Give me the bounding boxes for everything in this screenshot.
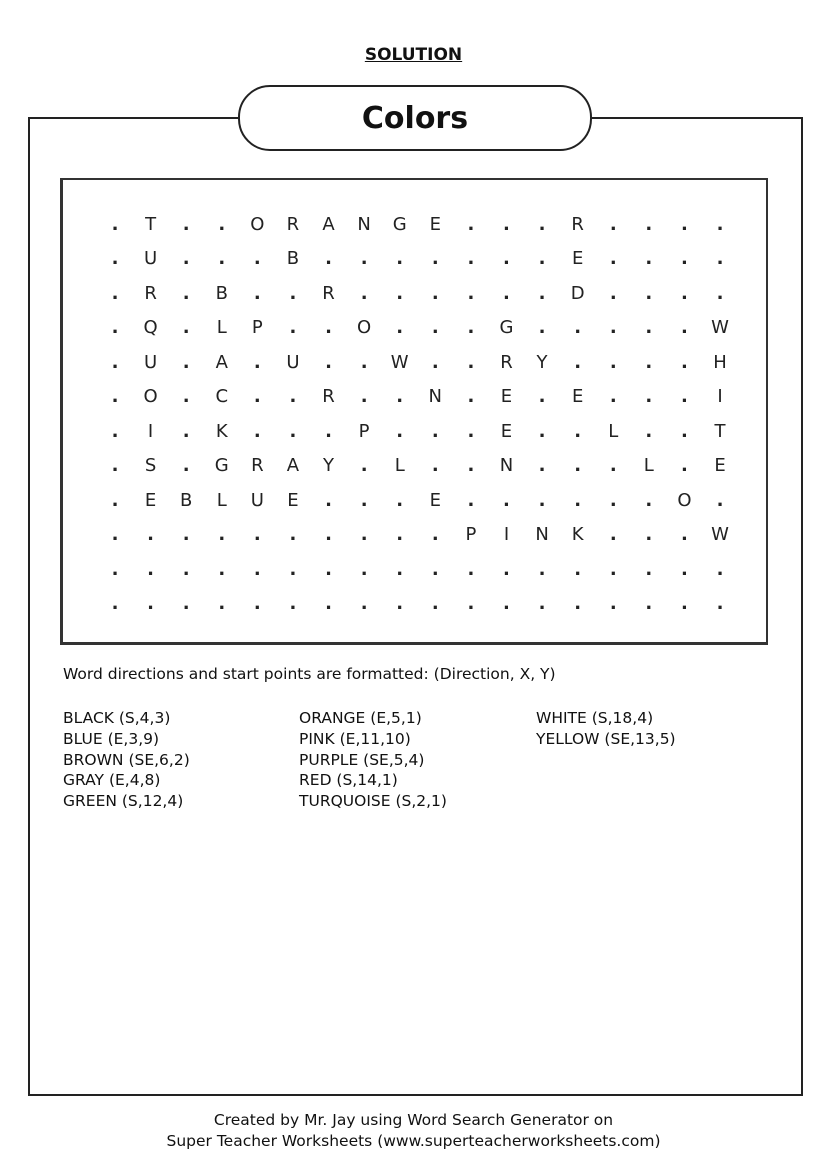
grid-cell-letter: U <box>143 248 158 270</box>
solution-label: SOLUTION <box>364 45 463 65</box>
grid-cell-empty: . <box>574 455 582 477</box>
grid-cell-empty: . <box>467 282 475 304</box>
grid-cell-empty: . <box>467 593 475 614</box>
grid-cell-empty: . <box>680 524 688 546</box>
grid-cell-empty: . <box>253 593 261 614</box>
grid-cell-empty: . <box>111 351 119 373</box>
grid-cell-empty: . <box>503 214 510 235</box>
grid-cell-letter: P <box>465 524 477 546</box>
grid-cell-empty: . <box>431 455 439 477</box>
grid-cell-empty: . <box>182 248 190 270</box>
grid-cell-empty: . <box>253 351 261 373</box>
grid-cell-letter: G <box>499 317 514 339</box>
grid-cell-empty: . <box>609 282 617 304</box>
grid-cell-empty: . <box>538 420 546 442</box>
grid-cell-empty: . <box>218 248 226 270</box>
grid-cell-empty: . <box>289 593 297 614</box>
grid-cell-empty: . <box>645 248 653 270</box>
grid-cell-letter: A <box>215 351 228 373</box>
grid-cell-letter: A <box>322 214 335 235</box>
grid-cell-empty: . <box>218 524 226 546</box>
grid-cell-empty: . <box>431 558 439 580</box>
grid-cell-empty: . <box>360 558 368 580</box>
grid-cell-empty: . <box>609 524 617 546</box>
grid-cell-empty: . <box>289 317 297 339</box>
grid-cell-letter: Y <box>323 455 335 477</box>
grid-cell-empty: . <box>182 420 190 442</box>
grid-cell-letter: E <box>144 489 157 511</box>
grid-cell-letter: U <box>286 351 300 373</box>
grid-cell-empty: . <box>182 282 190 304</box>
grid-cell-letter: W <box>711 524 729 546</box>
grid-cell-letter: W <box>711 317 729 339</box>
grid-cell-letter: B <box>215 282 228 304</box>
grid-cell-empty: . <box>574 317 582 339</box>
grid-cell-empty: . <box>680 593 688 614</box>
grid-cell-empty: . <box>289 420 297 442</box>
grid-cell-empty: . <box>182 214 190 235</box>
grid-cell-empty: . <box>503 593 510 614</box>
grid-cell-empty: . <box>111 455 119 477</box>
grid-cell-letter: R <box>500 351 513 373</box>
grid-cell-letter: R <box>144 282 157 304</box>
grid-cell-empty: . <box>680 282 688 304</box>
word-entry: GRAY (E,4,8) <box>63 771 161 790</box>
grid-cell-empty: . <box>111 214 119 235</box>
grid-cell-empty: . <box>111 524 119 546</box>
grid-cell-empty: . <box>111 386 119 408</box>
grid-cell-empty: . <box>609 558 617 580</box>
grid-cell-letter: R <box>571 214 584 235</box>
grid-cell-empty: . <box>609 593 617 614</box>
grid-cell-empty: . <box>680 214 688 235</box>
grid-cell-empty: . <box>218 593 226 614</box>
grid-cell-letter: P <box>251 317 263 339</box>
grid-cell-letter: L <box>608 420 619 442</box>
grid-cell-letter: T <box>145 214 157 235</box>
grid-cell-empty: . <box>360 524 368 546</box>
grid-cell-empty: . <box>645 214 653 235</box>
grid-cell-empty: . <box>431 317 439 339</box>
grid-cell-empty: . <box>325 317 332 339</box>
grid-cell-empty: . <box>253 282 261 304</box>
grid-cell-letter: Y <box>536 351 548 373</box>
grid-cell-empty: . <box>111 420 119 442</box>
grid-cell-letter: B <box>286 248 300 270</box>
grid-cell-empty: . <box>431 524 439 546</box>
grid-cell-empty: . <box>182 593 190 614</box>
grid-cell-letter: R <box>322 386 335 408</box>
grid-cell-empty: . <box>360 455 368 477</box>
grid-cell-empty: . <box>325 420 332 442</box>
grid-cell-empty: . <box>574 593 582 614</box>
grid-cell-empty: . <box>680 317 688 339</box>
grid-cell-empty: . <box>680 558 688 580</box>
grid-cell-empty: . <box>182 558 190 580</box>
grid-cell-empty: . <box>645 489 653 511</box>
grid-cell-empty: . <box>218 558 226 580</box>
grid-cell-empty: . <box>467 386 475 408</box>
grid-cell-empty: . <box>716 593 724 614</box>
grid-cell-empty: . <box>111 489 119 511</box>
grid-cell-empty: . <box>253 386 261 408</box>
puzzle-title-text: Colors <box>361 100 469 136</box>
grid-cell-empty: . <box>680 455 688 477</box>
grid-cell-empty: . <box>503 248 510 270</box>
grid-cell-empty: . <box>574 351 582 373</box>
grid-cell-empty: . <box>467 317 475 339</box>
grid-cell-empty: . <box>396 420 404 442</box>
grid-cell-letter: N <box>428 386 443 408</box>
grid-cell-empty: . <box>609 489 617 511</box>
grid-cell-empty: . <box>431 248 439 270</box>
grid-cell-letter: K <box>571 524 584 546</box>
grid-cell-letter: P <box>358 420 370 442</box>
grid-cell-empty: . <box>289 386 297 408</box>
grid-cell-letter: E <box>571 386 584 408</box>
grid-cell-empty: . <box>609 386 617 408</box>
grid-cell-empty: . <box>716 248 724 270</box>
grid-cell-letter: R <box>251 455 264 477</box>
grid-cell-letter: E <box>500 420 513 442</box>
grid-cell-empty: . <box>289 524 297 546</box>
grid-cell-letter: R <box>322 282 335 304</box>
grid-cell-empty: . <box>503 282 510 304</box>
grid-cell-empty: . <box>147 593 154 614</box>
word-entry: BLACK (S,4,3) <box>63 709 171 727</box>
grid-cell-empty: . <box>396 593 404 614</box>
grid-cell-empty: . <box>360 386 368 408</box>
grid-cell-empty: . <box>538 282 546 304</box>
grid-cell-empty: . <box>645 282 653 304</box>
word-search-grid-box <box>60 178 768 645</box>
grid-cell-letter: L <box>216 489 227 511</box>
grid-cell-empty: . <box>716 558 724 580</box>
grid-cell-letter: N <box>499 455 514 477</box>
grid-cell-empty: . <box>680 386 688 408</box>
grid-cell-empty: . <box>645 593 653 614</box>
grid-cell-empty: . <box>538 214 546 235</box>
word-entry: TURQUOISE (S,2,1) <box>299 792 447 811</box>
instructions-text: Word directions and start points are formatted: (Direction, X, Y) <box>63 665 556 683</box>
grid-cell-empty: . <box>609 455 617 477</box>
grid-cell-letter: E <box>287 489 299 511</box>
grid-cell-empty: . <box>360 489 368 511</box>
grid-cell-empty: . <box>325 489 332 511</box>
grid-cell-letter: G <box>392 214 407 235</box>
footer-line-2: Super Teacher Worksheets (www.superteacherworksheets.com) <box>166 1132 661 1150</box>
grid-cell-empty: . <box>538 317 546 339</box>
grid-cell-letter: C <box>215 386 229 408</box>
word-entry: RED (S,14,1) <box>299 771 398 790</box>
grid-cell-empty: . <box>467 248 475 270</box>
word-list-column-2 <box>299 708 447 812</box>
grid-cell-empty: . <box>609 351 617 373</box>
grid-cell-empty: . <box>716 282 724 304</box>
grid-cell-empty: . <box>574 420 582 442</box>
grid-cell-empty: . <box>182 455 190 477</box>
grid-cell-empty: . <box>467 351 475 373</box>
grid-cell-empty: . <box>289 558 297 580</box>
word-entry: ORANGE (E,5,1) <box>299 709 422 727</box>
grid-cell-empty: . <box>182 351 190 373</box>
grid-cell-empty: . <box>609 248 617 270</box>
grid-cell-empty: . <box>574 489 582 511</box>
grid-cell-letter: E <box>714 455 726 477</box>
grid-cell-empty: . <box>645 524 653 546</box>
grid-cell-letter: H <box>713 351 727 373</box>
grid-cell-letter: U <box>250 489 264 511</box>
grid-cell-empty: . <box>360 351 368 373</box>
grid-cell-empty: . <box>538 386 546 408</box>
grid-cell-letter: L <box>643 455 654 477</box>
grid-cell-empty: . <box>538 489 546 511</box>
grid-cell-empty: . <box>111 282 119 304</box>
grid-cell-empty: . <box>253 558 261 580</box>
grid-cell-empty: . <box>645 386 653 408</box>
grid-cell-empty: . <box>431 282 439 304</box>
word-entry: PINK (E,11,10) <box>299 729 411 748</box>
grid-cell-empty: . <box>503 489 510 511</box>
grid-cell-empty: . <box>609 214 617 235</box>
grid-cell-empty: . <box>467 214 475 235</box>
grid-cell-letter: R <box>286 214 300 235</box>
grid-cell-empty: . <box>147 558 154 580</box>
grid-cell-empty: . <box>253 524 261 546</box>
grid-cell-empty: . <box>325 558 332 580</box>
grid-cell-letter: E <box>571 248 584 270</box>
grid-cell-empty: . <box>503 558 510 580</box>
grid-cell-empty: . <box>396 248 404 270</box>
grid-cell-letter: U <box>143 351 158 373</box>
grid-cell-letter: N <box>535 524 549 546</box>
grid-cell-empty: . <box>431 351 439 373</box>
grid-cell-letter: A <box>286 455 300 477</box>
grid-cell-letter: I <box>503 524 510 546</box>
grid-cell-empty: . <box>538 455 546 477</box>
grid-cell-letter: I <box>717 386 723 408</box>
grid-cell-letter: O <box>677 489 692 511</box>
grid-cell-empty: . <box>182 317 190 339</box>
grid-cell-empty: . <box>431 420 439 442</box>
grid-cell-letter: E <box>429 489 441 511</box>
grid-cell-empty: . <box>325 248 332 270</box>
grid-cell-empty: . <box>645 317 653 339</box>
grid-cell-empty: . <box>467 558 475 580</box>
footer-line-1: Created by Mr. Jay using Word Search Generator on <box>213 1111 614 1129</box>
grid-cell-letter: Q <box>143 317 158 339</box>
grid-cell-empty: . <box>111 317 119 339</box>
grid-cell-empty: . <box>645 558 653 580</box>
grid-cell-empty: . <box>716 489 724 511</box>
grid-cell-empty: . <box>467 455 475 477</box>
grid-cell-empty: . <box>680 248 688 270</box>
grid-cell-empty: . <box>147 524 154 546</box>
grid-cell-empty: . <box>680 351 688 373</box>
grid-cell-empty: . <box>645 420 653 442</box>
grid-cell-letter: G <box>214 455 229 477</box>
grid-cell-letter: I <box>147 420 154 442</box>
grid-cell-letter: D <box>570 282 585 304</box>
grid-cell-empty: . <box>609 317 617 339</box>
grid-cell-empty: . <box>360 282 368 304</box>
grid-cell-empty: . <box>538 558 546 580</box>
grid-cell-letter: S <box>144 455 157 477</box>
word-entry: BLUE (E,3,9) <box>63 729 160 748</box>
grid-cell-letter: O <box>143 386 158 408</box>
grid-cell-empty: . <box>574 558 582 580</box>
word-entry: PURPLE (SE,5,4) <box>299 750 425 769</box>
word-list-column-3 <box>536 708 676 750</box>
grid-cell-empty: . <box>111 248 119 270</box>
word-list-column-1 <box>63 708 190 812</box>
footer-credit <box>0 1110 827 1152</box>
grid-cell-empty: . <box>396 386 404 408</box>
grid-cell-letter: K <box>215 420 228 442</box>
word-entry: BROWN (SE,6,2) <box>63 750 190 769</box>
grid-cell-empty: . <box>182 386 190 408</box>
grid-cell-empty: . <box>396 282 404 304</box>
grid-cell-letter: L <box>216 317 227 339</box>
grid-cell-letter: B <box>179 489 193 511</box>
grid-cell-empty: . <box>325 593 332 614</box>
grid-cell-empty: . <box>538 248 546 270</box>
word-entry: WHITE (S,18,4) <box>536 709 654 727</box>
grid-cell-letter: O <box>250 214 265 235</box>
grid-cell-empty: . <box>467 489 475 511</box>
grid-cell-empty: . <box>396 317 404 339</box>
grid-cell-letter: E <box>429 214 441 235</box>
grid-cell-letter: N <box>357 214 371 235</box>
grid-cell-empty: . <box>325 351 332 373</box>
grid-cell-empty: . <box>289 282 297 304</box>
puzzle-title <box>238 85 592 151</box>
grid-cell-empty: . <box>396 524 404 546</box>
grid-cell-empty: . <box>360 593 368 614</box>
grid-cell-empty: . <box>645 351 653 373</box>
grid-cell-empty: . <box>716 214 724 235</box>
grid-cell-letter: E <box>500 386 513 408</box>
grid-cell-empty: . <box>111 558 119 580</box>
word-entry: GREEN (S,12,4) <box>63 792 184 811</box>
grid-cell-empty: . <box>218 214 226 235</box>
grid-cell-empty: . <box>467 420 475 442</box>
word-entry: YELLOW (SE,13,5) <box>536 729 676 748</box>
grid-cell-empty: . <box>396 489 404 511</box>
grid-cell-empty: . <box>360 248 368 270</box>
grid-cell-letter: O <box>357 317 372 339</box>
grid-cell-empty: . <box>182 524 190 546</box>
grid-cell-empty: . <box>396 558 404 580</box>
grid-cell-empty: . <box>111 593 119 614</box>
grid-cell-empty: . <box>538 593 546 614</box>
grid-cell-empty: . <box>325 524 332 546</box>
grid-cell-empty: . <box>253 420 261 442</box>
grid-cell-letter: W <box>390 351 409 373</box>
grid-cell-letter: L <box>394 455 405 477</box>
grid-cell-empty: . <box>680 420 688 442</box>
grid-cell-empty: . <box>253 248 261 270</box>
grid-cell-empty: . <box>431 593 439 614</box>
grid-cell-letter: T <box>714 420 726 442</box>
